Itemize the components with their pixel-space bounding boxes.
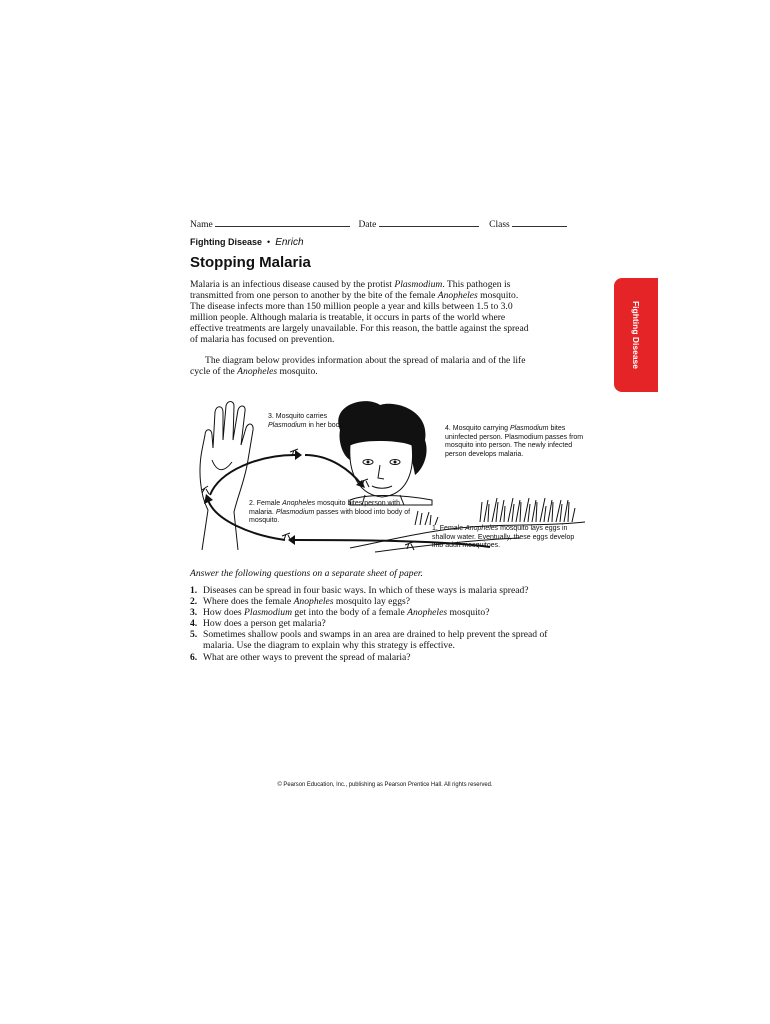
side-tab-label: Fighting Disease [631,300,641,370]
chapter-name: Fighting Disease [190,237,263,247]
copyright-footer: © Pearson Education, Inc., publishing as Pearson Prentice Hall. All rights reserved. [277,781,493,788]
page-title: Stopping Malaria [190,254,311,271]
question-item: 5. Sometimes shallow pools and swamps in an area are drained to help prevent the spread of malaria. Use the diagram to explain why this strategy is effective. [190,629,548,652]
diagram-step-4: 4. Mosquito carrying Plasmodium bites uninfected person. Plasmodium passes from mosquito into person. The newly infected person develops malaria. [445,425,584,458]
question-item: 6. What are other ways to prevent the spread of malaria? [190,651,411,663]
class-blank[interactable] [512,217,567,227]
side-tab [614,278,658,392]
question-item: 3. How does Plasmodium get into the body of a female Anopheles mosquito? [190,607,490,619]
arrow-heads [204,450,365,545]
section-heading [190,237,304,248]
name-label: Name [190,220,213,230]
intro-paragraph-2: The diagram below provides information about the spread of malaria and of the life cycle of the Anopheles mosquito. [190,355,526,378]
diagram-step-3: 3. Mosquito carries Plasmodium in her body. [268,413,345,429]
question-item: 4. How does a person get malaria? [190,618,326,630]
question-item: 2. Where does the female Anopheles mosquito lay eggs? [190,596,411,608]
intro-paragraph-1: Malaria is an infectious disease caused by the protist Plasmodium. This pathogen is transmitted from one person to another by the bite of the female Anopheles mosquito. The disease infects more than 150 million people a year and kills between 1.5 to 3.0 million people. Although malaria is treatable, it occurs in parts of the world where effective treatments are largely unavailable. For this reason, the battle against the spread of malaria has focused on prevention. [190,279,529,346]
person-face-illustration [338,401,432,505]
question-list [190,585,550,663]
diagram-step-1: 1. Female Anopheles mosquito lays eggs in shallow water. Eventually, these eggs develop into adult mosquitoes. [432,525,575,550]
date-blank[interactable] [379,217,479,227]
class-label: Class [489,220,510,230]
student-info-line [190,217,590,230]
separator-dot: • [267,237,271,247]
instructions: Answer the following questions on a separate sheet of paper. [190,568,423,579]
date-label: Date [358,220,377,230]
question-item: 1. Diseases can be spread in four basic ways. In which of these ways is malaria spread? [190,585,529,596]
worksheet-type: Enrich [275,237,304,248]
diagram-step-2: 2. Female Anopheles mosquito bites person with malaria. Plasmodium passes with blood into body of mosquito. [249,500,411,525]
name-blank[interactable] [215,217,350,227]
